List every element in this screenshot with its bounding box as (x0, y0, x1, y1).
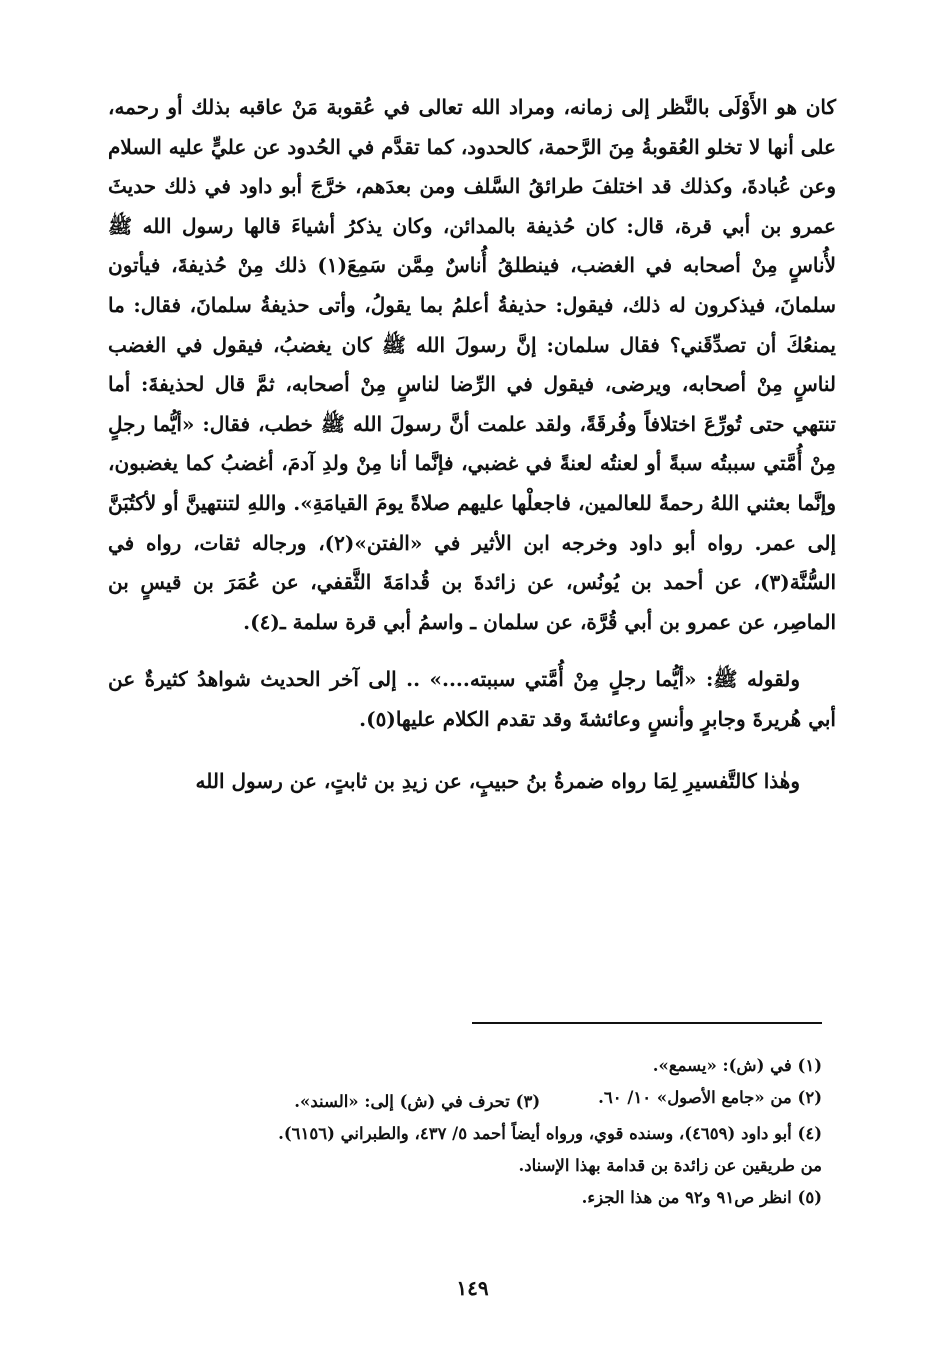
main-text-block (108, 88, 836, 823)
body-paragraph-3: وهٰذا كالتَّفسيرِ لِمَا رواه ضمرةُ بنُ حبيبٍ، عن زيدِ بن ثابتٍ، عن رسول الله (195, 768, 800, 793)
footnote-4: (٤) أبو داود (٤٦٥٩)، وسنده قوي، ورواه أيضاً أحمد ٥/ ٤٣٧، والطبراني (٦١٥٦). (278, 1124, 822, 1143)
body-paragraph-2: ولقوله ﷺ: «أيُّما رجلٍ مِنْ أُمَّتي سببته....» .. إلى آخر الحديث شواهدُ كثيرةٌ عن أبي هُريرةَ وجابرٍ وأنسٍ وعائشةَ وقد تقدم الكلام عليها(٥). (108, 667, 836, 731)
footnote-4-continuation: من طريقين عن زائدة بن قدامة بهذا الإسناد. (518, 1156, 822, 1175)
footnote-1: (١) في (ش): «يسمع». (652, 1056, 822, 1075)
footnote-5: (٥) انظر ص٩١ و٩٢ من هذا الجزء. (581, 1188, 822, 1207)
footnote-separator (472, 1022, 822, 1024)
footnote-row-2-3 (150, 1084, 822, 1116)
body-paragraph-1: كان هو الأَوْلَى بالنَّظر إلى زمانه، ومراد الله تعالى في عُقوبة مَنْ عاقبه بذلك أو رحمه، على أنها لا تخلو العُقوبةُ مِنَ الرَّحمة، كالحدود، كما تقدَّم في الحُدود عن عليٍّ عليه السلام وعن عُبادةَ، وكذلك قد اختلفَ طرائقُ السَّلف ومن بعدَهم، خرَّجَ أبو داود في ذلك حديثَ عمرو بن أبي قرة، قال: كان حُذيفة بالمدائن، وكان يذكرُ أشياءَ قالها رسول الله ﷺ لأُناسٍ مِنْ أصحابه في الغضب، فينطلقُ أُناسٌ مِمَّن سَمِعَ(١) ذلك مِنْ حُذيفةَ، فيأتون سلمانَ، فيذكرون له ذلك، فيقول: حذيفةُ أعلمُ بما يقولُ، وأتى حذيفةُ سلمانَ، فقال: ما يمنعُكَ أن تصدِّقَني؟ فقال سلمان: إنَّ رسولَ الله ﷺ كان يغضبُ، فيقول في الغضب لناسٍ مِنْ أصحابه، ويرضى، فيقول في الرِّضا لناسٍ مِنْ أصحابه، ثمَّ قال لحذيفةَ: أما تنتهي حتى تُورِّعَ اختلافاً وفُرقَةً، ولقد علمت أنَّ رسولَ الله ﷺ خطب، فقال: «أيُّما رجلٍ مِنْ أُمَّتي سببتُه سبةً أو لعنتُه لعنةً في غضبي، فإنَّما أنا مِنْ ولدِ آدمَ، أغضبُ كما يغضبون، وإنَّما بعثني اللهُ رحمةً للعالمين، فاجعلْها عليهم صلاةً يومَ القيامَةِ». واللهِ لتنتهينَّ أو لأكتُبَنَّ إلى عمر. رواه أبو داود وخرجه ابن الأثير في «الفتن»(٢)، ورجاله ثقات، رواه في السُّنَّة(٣)، عن أحمد بن يُونُس، عن زائدةَ بن قُدامَةَ الثَّقفي، عن عُمَرَ بن قيسٍ بن الماصِر، عن عمرو بن أبي قُرَّة، عن سلمان ـ واسمُ أبي قرة سلمة ـ(٤). (108, 95, 836, 634)
page-number: ١٤٩ (456, 1276, 489, 1300)
footnote-3: (٣) تحرف في (ش) إلى: «السند». (294, 1092, 541, 1111)
footnote-2: (٢) من «جامع الأصول» ١٠/ ٦٠. (598, 1088, 822, 1107)
footnotes-block (150, 1052, 822, 1212)
